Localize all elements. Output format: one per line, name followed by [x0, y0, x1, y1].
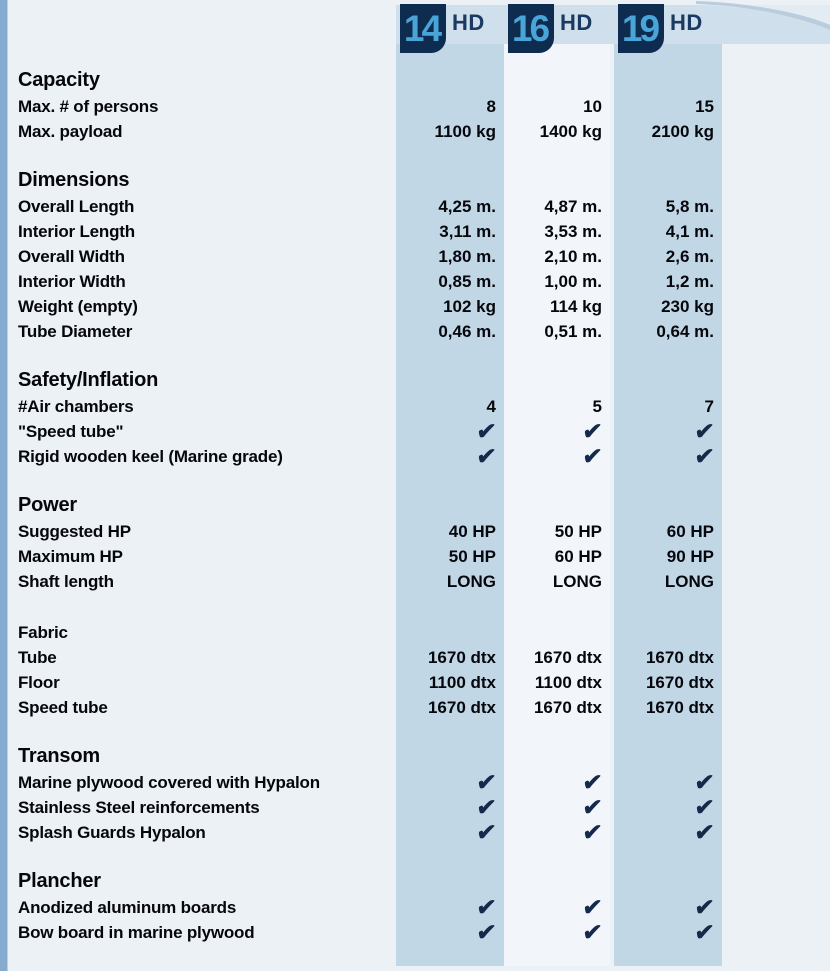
- table-row: [0, 394, 722, 419]
- checkmark-icon: ✔: [693, 919, 716, 945]
- checkmark-icon: ✔: [475, 819, 498, 845]
- row-label-rigid-wooden-keel-marine-grade: Rigid wooden keel (Marine grade): [18, 447, 283, 466]
- row-label-speed-tube: Speed tube: [18, 698, 108, 717]
- spec-value: 1,80 m.: [438, 247, 496, 266]
- spec-value: 3,53 m.: [544, 222, 602, 241]
- row-label-shaft-length: Shaft length: [18, 572, 114, 591]
- spec-value: 1670 dtx: [645, 673, 714, 692]
- checkmark-icon: ✔: [693, 443, 716, 469]
- table-row: [0, 244, 722, 269]
- spec-value: 5: [592, 397, 602, 416]
- spec-value: 1670 dtx: [645, 648, 714, 667]
- checkmark-icon: ✔: [581, 769, 604, 795]
- row-label-air-chambers: #Air chambers: [18, 397, 134, 416]
- spec-value: 1100 dtx: [428, 673, 496, 692]
- row-label-anodized-aluminum-boards: Anodized aluminum boards: [18, 898, 237, 917]
- spec-value: 1670 dtx: [533, 648, 602, 667]
- spec-value: 40 HP: [448, 522, 496, 541]
- section-title-plancher: Plancher: [18, 870, 101, 892]
- checkmark-icon: ✔: [693, 418, 716, 444]
- spec-value: 2,6 m.: [665, 247, 714, 266]
- table-row: [0, 294, 722, 319]
- table-row: [0, 920, 722, 945]
- row-label-tube-diameter: Tube Diameter: [18, 322, 133, 341]
- checkmark-icon: ✔: [581, 894, 604, 920]
- row-label-floor: Floor: [18, 673, 60, 692]
- row-label-suggested-hp: Suggested HP: [18, 522, 131, 541]
- row-label-splash-guards-hypalon: Splash Guards Hypalon: [18, 823, 206, 842]
- spec-value: LONG: [552, 572, 602, 591]
- spec-value: 4,1 m.: [665, 222, 714, 241]
- row-label-bow-board-in-marine-plywood: Bow board in marine plywood: [18, 923, 255, 942]
- spec-value: 8: [486, 97, 496, 116]
- model-badge-19: 19: [618, 4, 664, 53]
- checkmark-icon: ✔: [475, 919, 498, 945]
- row-label-tube: Tube: [18, 648, 57, 667]
- row-label-weight-empty: Weight (empty): [18, 297, 138, 316]
- table-row: [0, 569, 722, 594]
- table-row: [0, 895, 722, 920]
- spec-value: 2,10 m.: [544, 247, 602, 266]
- spec-value: 90 HP: [666, 547, 714, 566]
- row-label-stainless-steel-reinforcements: Stainless Steel reinforcements: [18, 798, 260, 817]
- row-label-interior-length: Interior Length: [18, 222, 135, 241]
- spec-value: 0,46 m.: [438, 322, 496, 341]
- row-label-maximum-hp: Maximum HP: [18, 547, 123, 566]
- row-label-marine-plywood-covered-with-hypalon: Marine plywood covered with Hypalon: [18, 773, 320, 792]
- spec-value: 1100 kg: [434, 122, 496, 141]
- section-title-power: Power: [18, 494, 78, 516]
- table-row: [0, 770, 722, 795]
- checkmark-icon: ✔: [475, 894, 498, 920]
- checkmark-icon: ✔: [581, 819, 604, 845]
- table-row: [0, 820, 722, 845]
- spec-value: 60 HP: [666, 522, 714, 541]
- spec-value: 10: [583, 97, 602, 116]
- model-suffix-16: HD: [560, 10, 593, 35]
- table-row: [0, 419, 722, 444]
- spec-value: 0,64 m.: [656, 322, 714, 341]
- spec-value: LONG: [446, 572, 496, 591]
- spec-value: 1670 dtx: [427, 698, 496, 717]
- row-label-max-payload: Max. payload: [18, 122, 123, 141]
- spec-value: 0,51 m.: [544, 322, 602, 341]
- checkmark-icon: ✔: [475, 794, 498, 820]
- spec-value: 2100 kg: [651, 122, 714, 141]
- spec-value: 1400 kg: [539, 122, 602, 141]
- spec-value: 1670 dtx: [533, 698, 602, 717]
- spec-value: 50 HP: [448, 547, 496, 566]
- spec-value: 5,8 m.: [665, 197, 714, 216]
- row-label-interior-width: Interior Width: [18, 272, 126, 291]
- table-row: [0, 194, 722, 219]
- checkmark-icon: ✔: [581, 443, 604, 469]
- spec-value: 102 kg: [443, 297, 496, 316]
- row-label-overall-width: Overall Width: [18, 247, 125, 266]
- checkmark-icon: ✔: [581, 919, 604, 945]
- table-row: [0, 319, 722, 344]
- spec-value: 4,25 m.: [438, 197, 496, 216]
- spec-value: 0,85 m.: [438, 272, 496, 291]
- checkmark-icon: ✔: [693, 769, 716, 795]
- model-suffix-19: HD: [670, 10, 703, 35]
- model-badge-16: 16: [508, 4, 554, 53]
- spec-value: 1,00 m.: [544, 272, 602, 291]
- checkmark-icon: ✔: [475, 443, 498, 469]
- table-row: [0, 219, 722, 244]
- section-title-fabric: Fabric: [18, 623, 68, 642]
- checkmark-icon: ✔: [581, 418, 604, 444]
- table-row: [0, 94, 722, 119]
- spec-value: 1670 dtx: [645, 698, 714, 717]
- model-badge-14: 14: [400, 4, 446, 53]
- spec-value: 4: [486, 397, 496, 416]
- checkmark-icon: ✔: [693, 894, 716, 920]
- spec-value: 114 kg: [550, 297, 602, 316]
- spec-value: LONG: [664, 572, 714, 591]
- table-row: [0, 519, 722, 544]
- spec-value: 230 kg: [661, 297, 714, 316]
- row-label-speed-tube: "Speed tube": [18, 422, 124, 441]
- table-row: [0, 544, 722, 569]
- checkmark-icon: ✔: [693, 819, 716, 845]
- table-row: [0, 269, 722, 294]
- section-title-dimensions: Dimensions: [18, 169, 130, 191]
- spec-value: 3,11 m.: [439, 222, 496, 241]
- spec-value: 7: [704, 397, 714, 416]
- section-title-transom: Transom: [18, 745, 100, 767]
- spec-value: 1670 dtx: [427, 648, 496, 667]
- row-label-max-of-persons: Max. # of persons: [18, 97, 159, 116]
- section-title-safety-inflation: Safety/Inflation: [18, 369, 159, 391]
- spec-value: 50 HP: [554, 522, 602, 541]
- row-label-overall-length: Overall Length: [18, 197, 135, 216]
- table-row: [0, 670, 722, 695]
- section-title-capacity: Capacity: [18, 69, 100, 91]
- spec-value: 60 HP: [554, 547, 602, 566]
- table-row: [0, 795, 722, 820]
- spec-value: 1100 dtx: [534, 673, 602, 692]
- spec-value: 15: [695, 97, 714, 116]
- table-row: [0, 119, 722, 144]
- checkmark-icon: ✔: [581, 794, 604, 820]
- spec-value: 4,87 m.: [544, 197, 602, 216]
- table-row: [0, 444, 722, 469]
- model-suffix-14: HD: [452, 10, 485, 35]
- table-row: [0, 695, 722, 720]
- spec-value: 1,2 m.: [665, 272, 714, 291]
- checkmark-icon: ✔: [475, 769, 498, 795]
- checkmark-icon: ✔: [475, 418, 498, 444]
- checkmark-icon: ✔: [693, 794, 716, 820]
- table-row: [0, 645, 722, 670]
- spec-table: [0, 44, 722, 945]
